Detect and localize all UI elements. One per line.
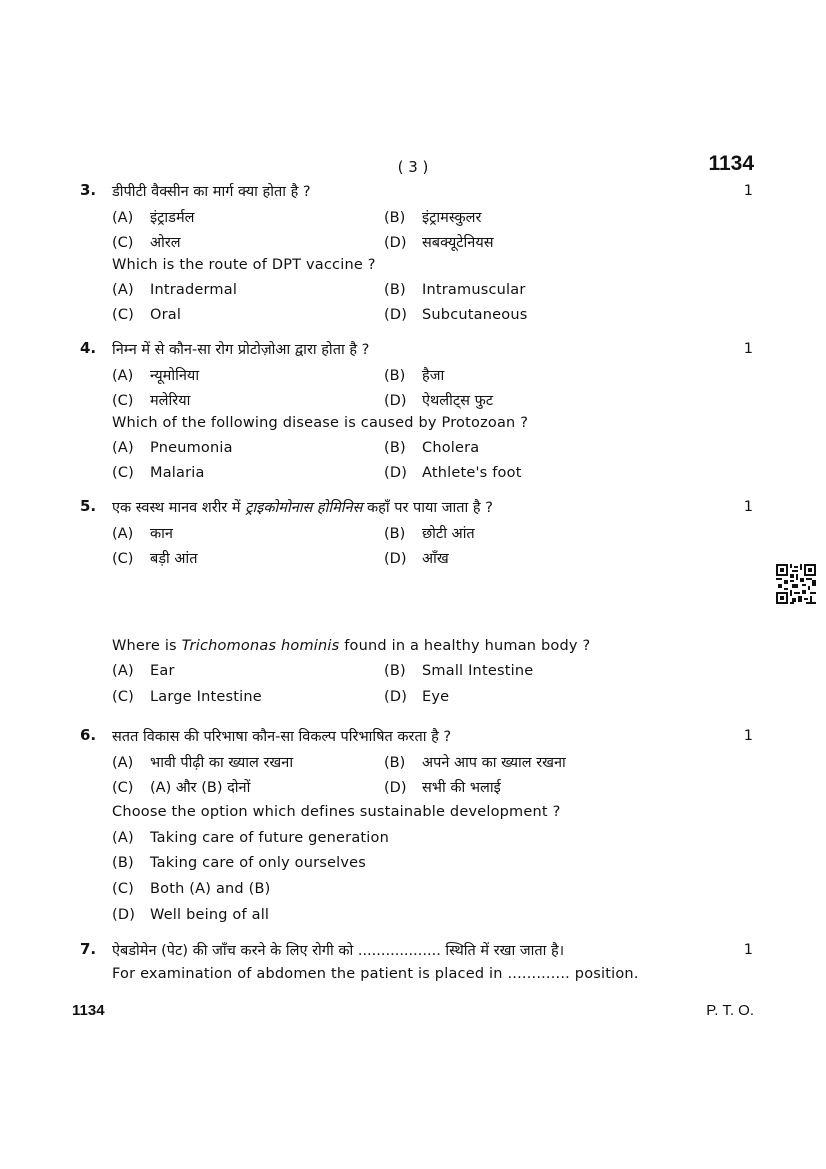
q3-english-option-a xyxy=(112,282,237,298)
q3-hindi-option-a xyxy=(112,207,194,227)
paper-code-footer: 1134 xyxy=(72,1002,105,1019)
option-text: Cholera xyxy=(422,440,480,456)
option-label: (A) xyxy=(112,755,134,771)
option-text: बड़ी आंत xyxy=(150,551,198,567)
option-text: Subcutaneous xyxy=(422,307,528,323)
option-text: Taking care of future generation xyxy=(150,830,389,846)
q5-hindi-option-c xyxy=(112,548,198,568)
question-4-hindi: निम्न में से कौन-सा रोग प्रोटोज़ोआ द्वारा होता है ? xyxy=(112,342,370,358)
qr-code-icon xyxy=(776,564,816,604)
q5-english-option-a xyxy=(112,663,175,679)
option-label: (C) xyxy=(112,881,135,897)
page-number: ( 3 ) xyxy=(397,158,429,176)
question-5-marks: 1 xyxy=(743,499,753,515)
q3-english-option-c xyxy=(112,307,181,323)
question-3-english: Which is the route of DPT vaccine ? xyxy=(112,257,376,273)
option-text: ऐथलीट्स फुट xyxy=(422,393,494,409)
please-turn-over: P. T. O. xyxy=(706,1002,754,1019)
q6-english-option-d xyxy=(112,907,269,923)
question-6-number: 6. xyxy=(80,726,97,744)
hindi-species-name: ट्राइकोमोनास होमिनिस xyxy=(245,500,363,516)
option-text: अपने आप का ख्याल रखना xyxy=(422,755,566,771)
option-text: सबक्यूटेनियस xyxy=(422,235,494,251)
question-6-hindi: सतत विकास की परिभाषा कौन-सा विकल्प परिभाषित करता है ? xyxy=(112,729,452,745)
question-7-english: For examination of abdomen the patient is placed in ............. position. xyxy=(112,966,639,982)
question-4-number: 4. xyxy=(80,339,97,357)
hindi-text-post: कहाँ पर पाया जाता है ? xyxy=(362,500,493,516)
hindi-text-pre: एक स्वस्थ मानव शरीर में xyxy=(112,500,246,516)
q6-hindi-option-b xyxy=(384,752,566,772)
option-label: (C) xyxy=(112,235,134,251)
option-text: सभी की भलाई xyxy=(422,780,501,796)
option-text: छोटी आंत xyxy=(422,526,475,542)
option-label: (A) xyxy=(112,526,134,542)
option-text: Eye xyxy=(422,689,450,705)
option-label: (B) xyxy=(384,440,406,456)
q3-english-option-d xyxy=(384,307,527,323)
question-7-number: 7. xyxy=(80,940,97,958)
option-label: (D) xyxy=(384,465,408,481)
option-text: ओरल xyxy=(150,235,181,251)
question-3-number: 3. xyxy=(80,181,97,199)
q5-hindi-option-b xyxy=(384,523,475,543)
option-label: (C) xyxy=(112,551,134,567)
q5-hindi-option-a xyxy=(112,523,173,543)
option-label: (D) xyxy=(112,907,136,923)
question-7-hindi: ऐबडोमेन (पेट) की जाँच करने के लिए रोगी को .................. स्थिति में रखा जाता है। xyxy=(112,943,565,959)
q4-hindi-option-d xyxy=(384,390,493,410)
option-text: Well being of all xyxy=(150,907,270,923)
option-label: (D) xyxy=(384,689,408,705)
option-label: (C) xyxy=(112,393,134,409)
question-7-marks: 1 xyxy=(743,942,753,958)
q5-english-option-c xyxy=(112,689,262,705)
option-text: भावी पीढ़ी का ख्याल रखना xyxy=(150,755,294,771)
option-label: (C) xyxy=(112,780,134,796)
option-label: (B) xyxy=(384,368,406,384)
q4-hindi-option-b xyxy=(384,365,444,385)
option-text: Malaria xyxy=(150,465,205,481)
english-species-name: Trichomonas hominis xyxy=(181,638,340,654)
q6-english-option-a xyxy=(112,830,389,846)
option-text: Athlete's foot xyxy=(422,465,522,481)
q3-english-option-b xyxy=(384,282,526,298)
option-label: (D) xyxy=(384,235,407,251)
option-text: कान xyxy=(150,526,173,542)
option-label: (A) xyxy=(112,663,134,679)
option-label: (A) xyxy=(112,210,134,226)
option-text: मलेरिया xyxy=(150,393,191,409)
option-label: (D) xyxy=(384,393,407,409)
q5-english-option-b xyxy=(384,663,533,679)
option-label: (A) xyxy=(112,282,134,298)
option-text: Pneumonia xyxy=(150,440,233,456)
option-text: Oral xyxy=(150,307,182,323)
option-text: हैजा xyxy=(422,368,445,384)
option-text: Large Intestine xyxy=(150,689,262,705)
option-text: इंट्रामस्कुलर xyxy=(422,210,482,226)
q4-hindi-option-a xyxy=(112,365,199,385)
q4-english-option-d xyxy=(384,465,522,481)
option-label: (A) xyxy=(112,830,134,846)
question-5-english xyxy=(112,638,590,654)
q6-hindi-option-c xyxy=(112,777,250,797)
q6-english-option-c xyxy=(112,881,271,897)
q4-english-option-b xyxy=(384,440,479,456)
option-text: (A) और (B) दोनों xyxy=(150,780,251,796)
q6-english-option-b xyxy=(112,855,366,871)
question-4-marks: 1 xyxy=(743,341,753,357)
option-text: Both (A) and (B) xyxy=(150,881,271,897)
q4-english-option-a xyxy=(112,440,233,456)
option-label: (D) xyxy=(384,551,407,567)
q3-hindi-option-c xyxy=(112,232,181,252)
question-5-hindi xyxy=(112,497,493,517)
question-6-marks: 1 xyxy=(743,728,753,744)
option-label: (C) xyxy=(112,689,135,705)
question-5-number: 5. xyxy=(80,497,97,515)
option-text: Ear xyxy=(150,663,175,679)
q3-hindi-option-b xyxy=(384,207,481,227)
english-text-pre: Where is xyxy=(112,638,182,654)
option-label: (B) xyxy=(384,755,406,771)
option-label: (D) xyxy=(384,780,407,796)
q5-english-option-d xyxy=(384,689,449,705)
paper-code-header: 1134 xyxy=(708,152,754,175)
question-3-marks: 1 xyxy=(743,183,753,199)
option-label: (B) xyxy=(384,663,406,679)
q6-hindi-option-d xyxy=(384,777,501,797)
english-text-post: found in a healthy human body ? xyxy=(339,638,591,654)
option-label: (B) xyxy=(384,210,406,226)
option-text: Taking care of only ourselves xyxy=(150,855,367,871)
q3-hindi-option-d xyxy=(384,232,494,252)
q4-english-option-c xyxy=(112,465,205,481)
option-label: (A) xyxy=(112,368,134,384)
option-label: (D) xyxy=(384,307,408,323)
option-text: आँख xyxy=(422,551,449,567)
option-label: (C) xyxy=(112,465,135,481)
option-text: Small Intestine xyxy=(422,663,534,679)
option-text: इंट्राडर्मल xyxy=(150,210,195,226)
option-label: (B) xyxy=(112,855,134,871)
option-label: (C) xyxy=(112,307,135,323)
question-4-english: Which of the following disease is caused by Protozoan ? xyxy=(112,415,529,431)
option-label: (B) xyxy=(384,526,406,542)
option-text: न्यूमोनिया xyxy=(150,368,200,384)
q4-hindi-option-c xyxy=(112,390,190,410)
option-label: (A) xyxy=(112,440,134,456)
q5-hindi-option-d xyxy=(384,548,449,568)
option-text: Intradermal xyxy=(150,282,238,298)
option-label: (B) xyxy=(384,282,406,298)
option-text: Intramuscular xyxy=(422,282,526,298)
question-6-english: Choose the option which defines sustainable development ? xyxy=(112,804,561,820)
q6-hindi-option-a xyxy=(112,752,293,772)
question-3-hindi: डीपीटी वैक्सीन का मार्ग क्या होता है ? xyxy=(112,184,311,200)
